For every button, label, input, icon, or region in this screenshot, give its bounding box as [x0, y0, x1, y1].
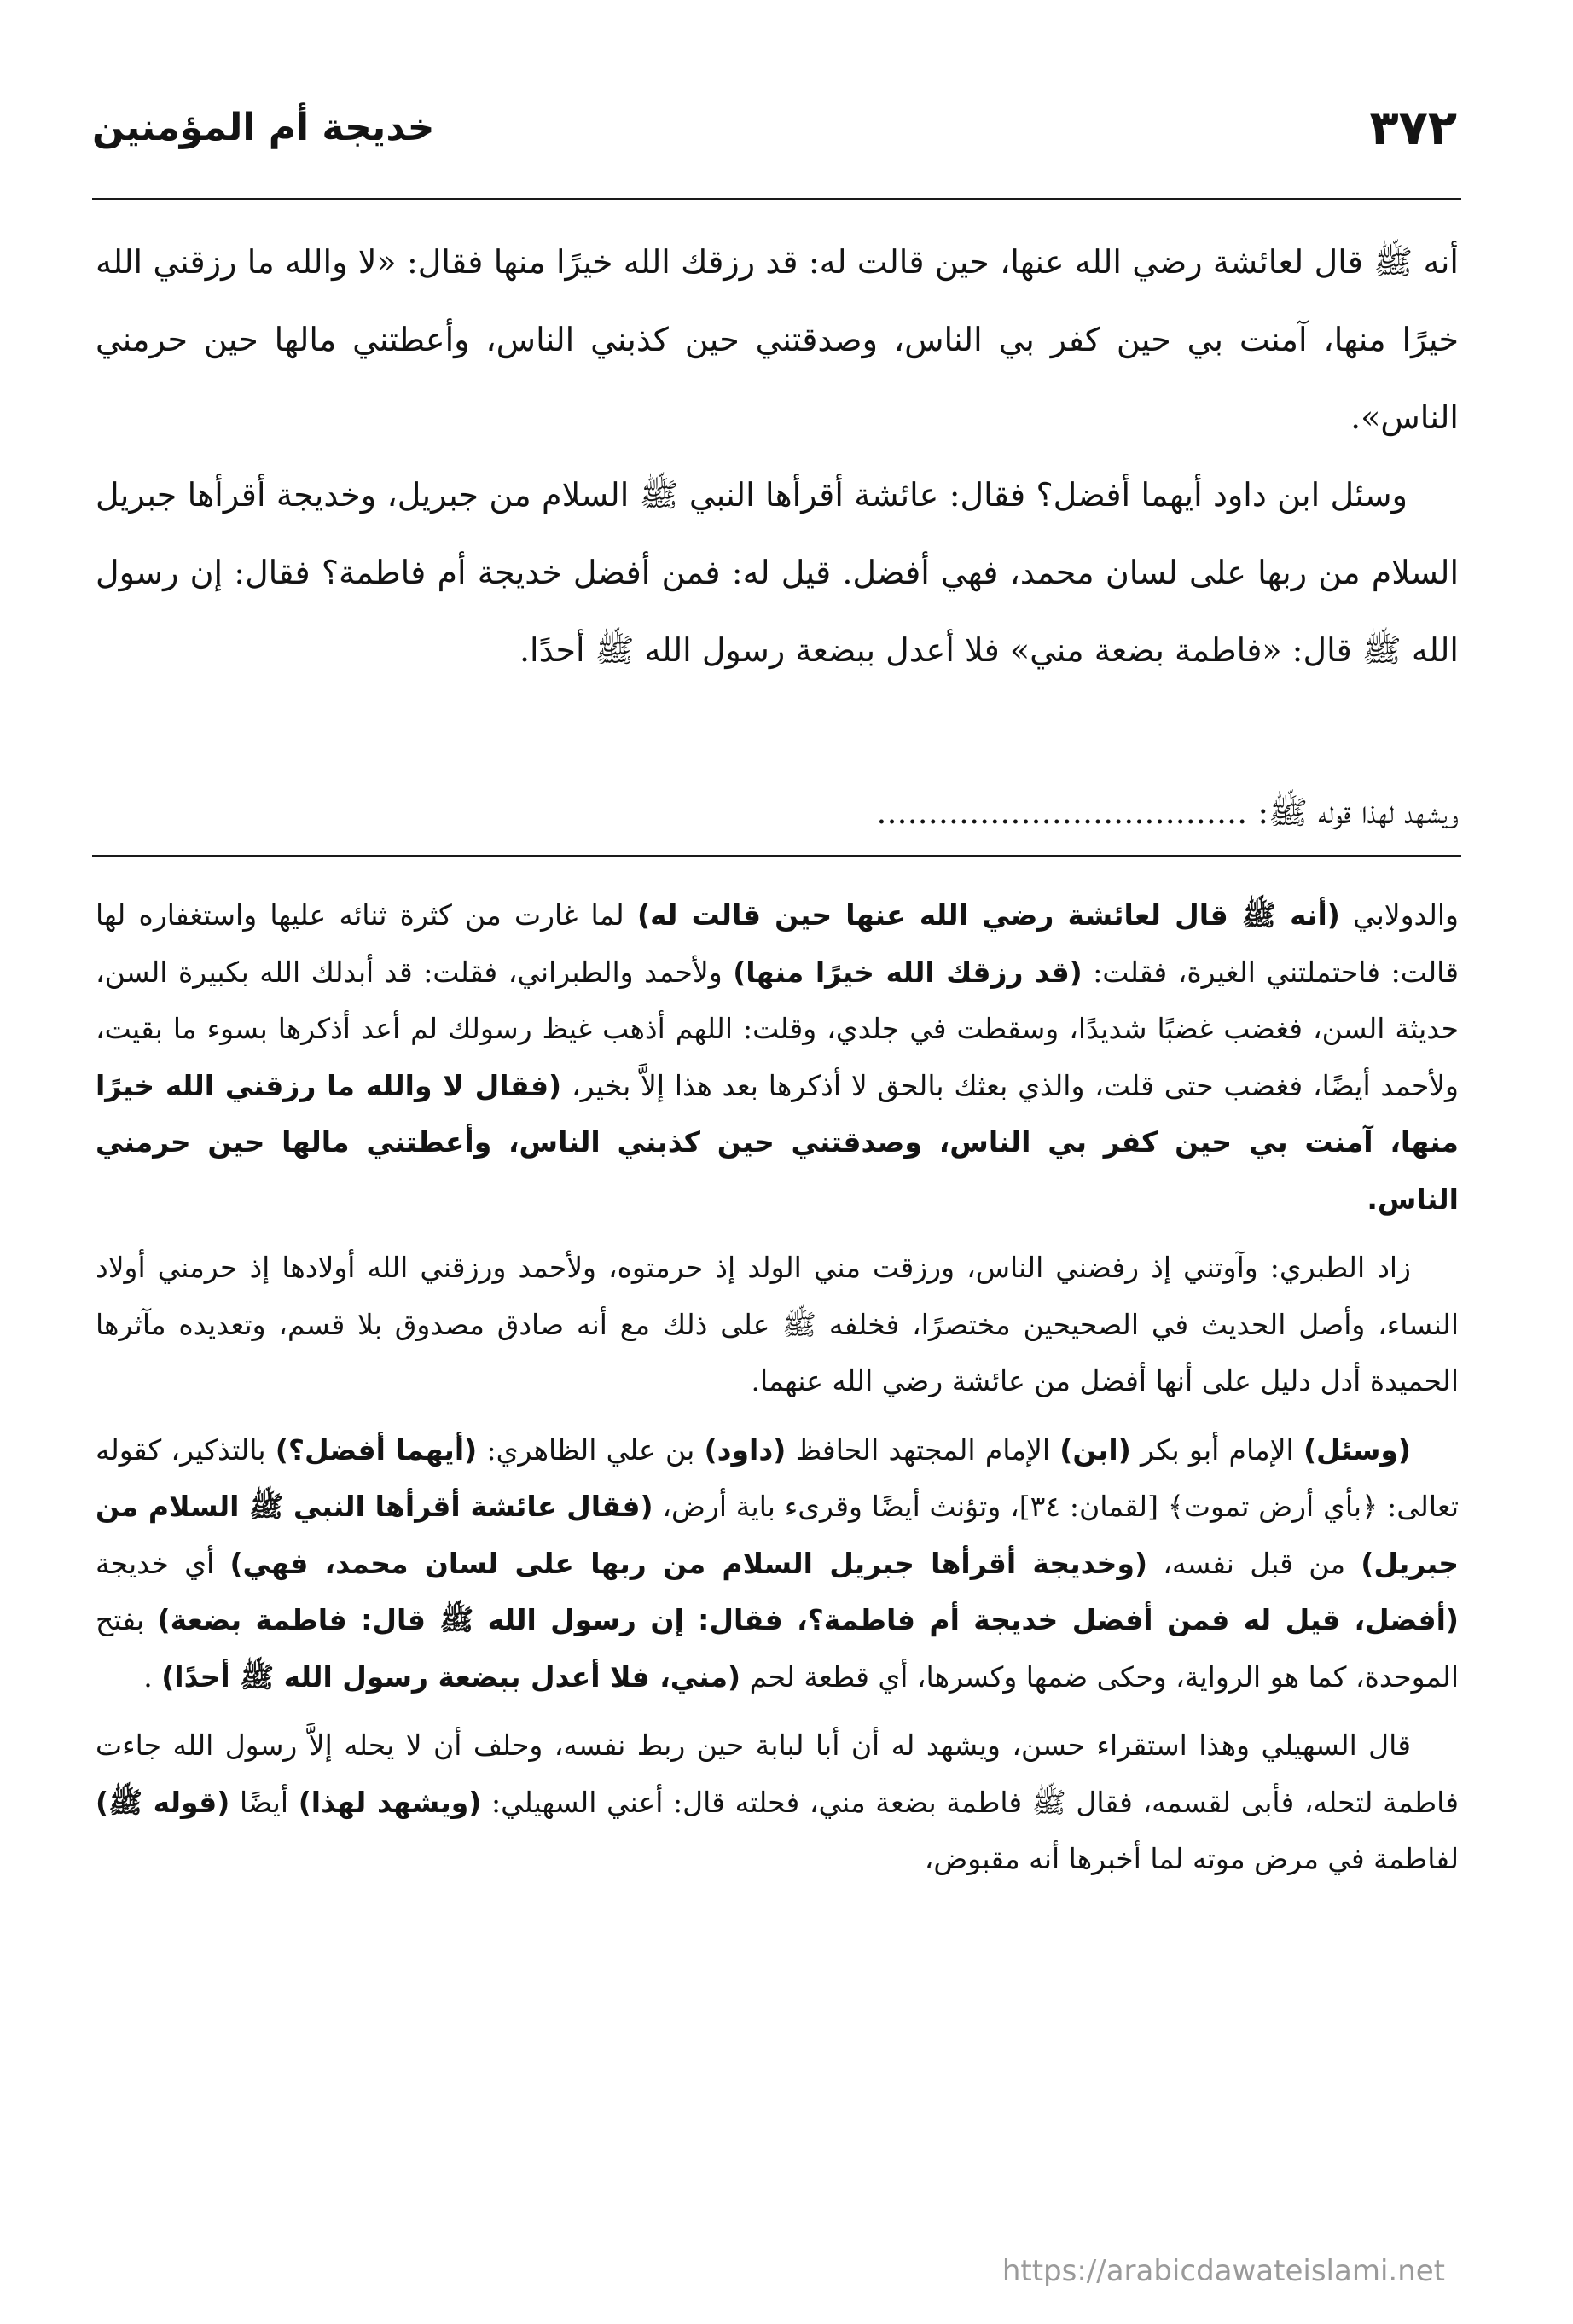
watermark-url[interactable]: https://arabicdawateislami.net	[1001, 2254, 1445, 2288]
quoted-text-bold: (وخديجة أقرأها جبريل السلام من ربها على لسان محمد، فهي)	[229, 1546, 1148, 1580]
commentary-paragraph	[96, 1240, 1459, 1410]
quoted-text-bold: (أيهما أفضل؟)	[275, 1432, 478, 1467]
commentary-run: بالتذكير، كقوله تعالى: ﴿بأي أرض تموت﴾ [لقمان: ٣٤]، وتؤنث أيضًا وقرىء باية أرض،	[96, 1432, 1459, 1523]
main-paragraph-1: أنه ﷺ قال لعائشة رضي الله عنها، حين قالت له: قد رزقك الله خيرًا منها فقال: «لا والله ما رزقني الله خيرًا منها، آمنت بي حين كفر بي الناس، وصدقتني حين كذبني الناس، وأعطتني مالها حين حرمني الناس».	[96, 243, 1459, 436]
page-number: ٣٧٢	[1369, 101, 1457, 156]
quoted-text-bold: (داود)	[704, 1432, 786, 1467]
commentary-run: .	[143, 1659, 162, 1694]
commentary-run: أي خديجة	[96, 1546, 230, 1580]
commentary-run: لما غارت من كثرة ثنائه عليها واستغفاره لها قالت: فاحتملتني الغيرة، فقلت:	[96, 898, 1459, 989]
quoted-text-bold: (أنه ﷺ قال لعائشة رضي الله عنها حين قالت له)	[636, 898, 1340, 932]
commentary-paragraph	[96, 1717, 1459, 1888]
main-text	[96, 224, 1459, 689]
quoted-text-bold: (أفضل، قيل له فمن أفضل خديجة أم فاطمة؟، فقال: إن رسول الله ﷺ قال: فاطمة بضعة)	[157, 1603, 1459, 1636]
header-rule	[92, 198, 1461, 200]
continuation-line	[96, 778, 1459, 846]
commentary-text	[96, 887, 1459, 1900]
quoted-text-bold: (ابن)	[1059, 1432, 1131, 1467]
commentary-run: قال السهيلي وهذا استقراء حسن، ويشهد له أن أبا لبابة حين ربط نفسه، وحلف أن لا يحله إلاَّ رسول الله جاءت فاطمة لتحله، فأبى لقسمه، فقال ﷺ فاطمة بضعة مني، فحلته قال: أعني السهيلي:	[96, 1728, 1459, 1819]
quoted-text-bold: (ويشهد لهذا)	[298, 1785, 482, 1819]
quoted-text-bold: (قوله ﷺ)	[96, 1785, 230, 1819]
running-title: خديجة أم المؤمنين	[92, 106, 435, 149]
commentary-run: أيضًا	[229, 1785, 299, 1819]
continuation-text: ويشهد لهذا قوله ﷺ:	[1257, 793, 1459, 831]
commentary-paragraph	[96, 1422, 1459, 1706]
quoted-text-bold: (فقال لا والله ما رزقني الله خيرًا منها، آمنت بي حين كفر بي الناس، وصدقتني حين كذبني الناس، وأعطتني مالها حين حرمني الناس.	[96, 1068, 1459, 1216]
commentary-paragraph	[96, 887, 1459, 1228]
commentary-run: ولأحمد والطبراني، فقلت: قد أبدلك الله بكبيرة السن، حديثة السن، فغضب غضبًا شديدًا، وسقطت في جلدي، وقلت: اللهم أذهب غيظ رسولك لم أعد أذكرها بسوء ما بقيت، ولأحمد أيضًا، فغضب حتى قلت، والذي بعثك بالحق لا أذكرها بعد هذا إلاَّ بخير،	[96, 955, 1459, 1102]
commentary-run: والدولابي	[1339, 898, 1459, 932]
commentary-run: زاد الطبري: وآوتني إذ رفضني الناس، ورزقت مني الولد إذ حرمتوه، ولأحمد ورزقني الله أولادها إذ حرمني أولاد النساء، وأصل الحديث في الصحيحين مختصرًا، فخلفه ﷺ على ذلك مع أنه صادق مصدوق بلا قسم، وتعديده مآثرها الحميدة أدل دليل على أنها أفضل من عائشة رضي الله عنهما.	[96, 1251, 1459, 1397]
commentary-run: من قبل نفسه،	[1147, 1546, 1361, 1580]
quoted-text-bold: (وسئل)	[1303, 1432, 1411, 1467]
commentary-run: الإمام المجتهد الحافظ	[786, 1432, 1060, 1467]
quoted-text-bold: (قد رزقك الله خيرًا منها)	[733, 955, 1083, 989]
commentary-run: لفاطمة في مرض موته لما أخبرها أنه مقبوض،	[924, 1842, 1459, 1875]
quoted-text-bold: (فقال عائشة أقرأها النبي ﷺ السلام من جبريل)	[96, 1490, 1460, 1580]
commentary-rule	[92, 855, 1461, 857]
page-header	[92, 101, 1457, 195]
main-paragraph-2: وسئل ابن داود أيهما أفضل؟ فقال: عائشة أقرأها النبي ﷺ السلام من جبريل، وخديجة أقرأها جبريل السلام من ربها على لسان محمد، فهي أفضل. قيل له: فمن أفضل خديجة أم فاطمة؟ فقال: إن رسول الله ﷺ قال: «فاطمة بضعة مني» فلا أعدل ببضعة رسول الله ﷺ أحدًا.	[96, 476, 1459, 669]
ellipsis-dots: ....................................	[876, 793, 1248, 831]
quoted-text-bold: (مني، فلا أعدل ببضعة رسول الله ﷺ أحدًا)	[161, 1659, 741, 1694]
commentary-run: بفتح الموحدة، كما هو الرواية، وحكى ضمها وكسرها، أي قطعة لحم	[96, 1603, 1459, 1694]
commentary-run: الإمام أبو بكر	[1130, 1432, 1303, 1467]
commentary-run: بن علي الظاهري:	[477, 1432, 705, 1467]
